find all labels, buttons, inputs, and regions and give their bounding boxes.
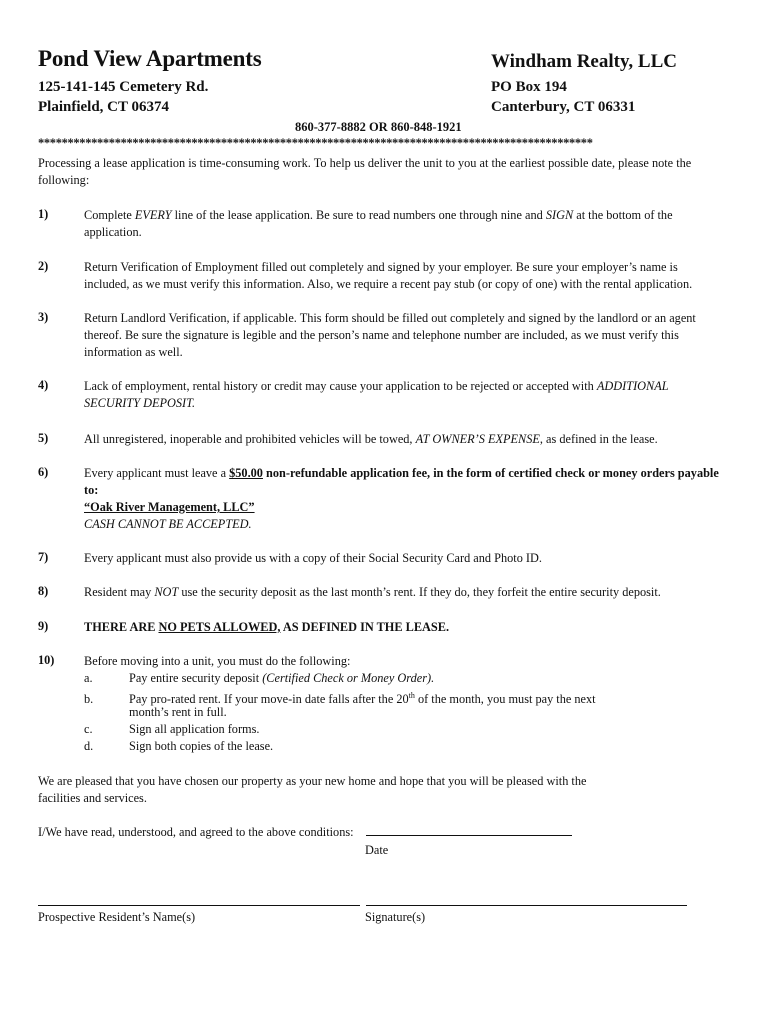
property-address-line2: Plainfield, CT 06374 xyxy=(38,99,169,115)
sub-item-b: b. Pay pro-rated rent. If your move-in date falls after the 20th of the month, you must pay the next xyxy=(84,691,596,707)
item-10-text: Before moving into a unit, you must do the following: xyxy=(84,654,351,668)
phone-numbers: 860-377-8882 OR 860-848-1921 xyxy=(295,120,462,134)
item-1-text: Complete EVERY line of the lease application. Be sure to read numbers one through nine and SIGN at the bottom of the application. xyxy=(84,208,673,239)
sub-item-c: c. Sign all application forms. xyxy=(84,722,260,736)
item-number: 9) xyxy=(38,619,49,633)
resident-name-label: Prospective Resident’s Name(s) xyxy=(38,910,196,924)
property-address-line1: 125-141-145 Cemetery Rd. xyxy=(38,79,209,95)
company-name: Windham Realty, LLC xyxy=(491,51,677,72)
sub-item-a: a. Pay entire security deposit (Certified Check or Money Order). xyxy=(84,671,435,685)
date-line[interactable] xyxy=(366,835,572,836)
item-2-text: Return Verification of Employment filled out completely and signed by your employer. Be sure your employer’s name is included, as we must verify this information. Also, we require a recent pay stub (or copy of one) with the rental application. xyxy=(84,260,693,291)
star-divider: ********************************************************************************************** xyxy=(38,136,593,150)
signature-label: Signature(s) xyxy=(365,910,426,924)
item-number: 4) xyxy=(38,378,49,392)
item-9-text: THERE ARE NO PETS ALLOWED, AS DEFINED IN THE LEASE. xyxy=(84,620,450,634)
item-number: 5) xyxy=(38,431,49,445)
item-number: 1) xyxy=(38,207,49,221)
item-number: 10) xyxy=(38,653,55,667)
agreement-statement: I/We have read, understood, and agreed to the above conditions: xyxy=(38,825,354,839)
signature-line[interactable] xyxy=(366,905,687,906)
item-5-text: All unregistered, inoperable and prohibited vehicles will be towed, AT OWNER’S EXPENSE, as defined in the lease. xyxy=(84,432,658,446)
item-number: 7) xyxy=(38,550,49,564)
item-3-text: Return Landlord Verification, if applicable. This form should be filled out completely and signed by the landlord or an agent thereof. Be sure the signature is legible and the person’s name and telephone number are included, as we must verify this information as well. xyxy=(84,311,696,359)
item-number: 8) xyxy=(38,584,49,598)
item-number: 2) xyxy=(38,259,49,273)
item-4-text: Lack of employment, rental history or credit may cause your application to be rejected or accepted with ADDITIONAL SECURITY DEPOSIT. xyxy=(84,379,669,410)
company-address-line1: PO Box 194 xyxy=(491,79,567,95)
sub-item-d: d. Sign both copies of the lease. xyxy=(84,739,274,753)
item-number: 6) xyxy=(38,465,49,479)
date-label: Date xyxy=(365,843,389,857)
item-6-text: Every applicant must leave a $50.00 non-refundable application fee, in the form of certified check or money orders payable to: “Oak River Management, LLC” CASH CANNOT BE ACCEPTED. xyxy=(84,466,719,531)
closing-paragraph: We are pleased that you have chosen our property as your new home and hope that you will be pleased with the facilities and services. xyxy=(38,774,587,805)
item-8-text: Resident may NOT use the security deposit as the last month’s rent. If they do, they forfeit the entire security deposit. xyxy=(84,585,661,599)
resident-name-line[interactable] xyxy=(38,905,360,906)
property-name: Pond View Apartments xyxy=(38,46,262,71)
sub-item-b-continued: month’s rent in full. xyxy=(129,705,227,719)
item-7-text: Every applicant must also provide us with a copy of their Social Security Card and Photo ID. xyxy=(84,551,542,565)
intro-paragraph: Processing a lease application is time-consuming work. To help us deliver the unit to you at the earliest possible date, please note the following: xyxy=(38,156,692,187)
item-number: 3) xyxy=(38,310,49,324)
company-address-line2: Canterbury, CT 06331 xyxy=(491,99,636,115)
